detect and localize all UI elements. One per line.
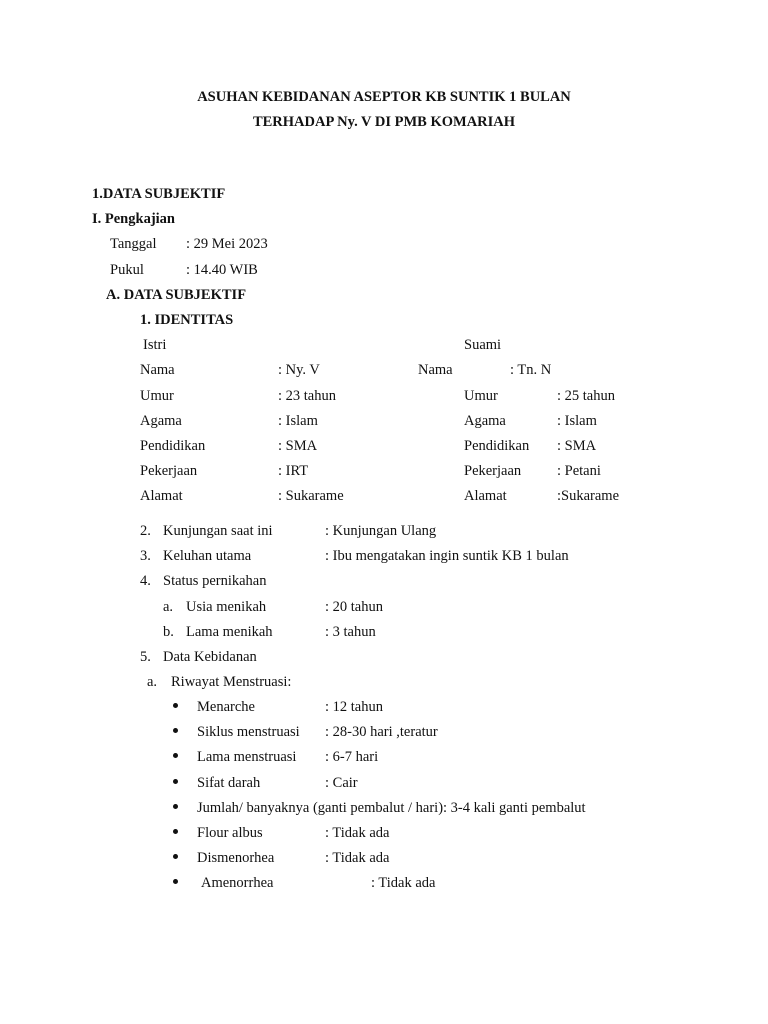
istri-pekerjaan-label: Pekerjaan bbox=[140, 463, 198, 479]
bullet-icon bbox=[173, 804, 178, 809]
flour-albus-value: : Tidak ada bbox=[325, 825, 390, 841]
title-line-2: TERHADAP Ny. V DI PMB KOMARIAH bbox=[252, 114, 516, 130]
bullet-icon bbox=[173, 703, 178, 708]
istri-alamat-label: Alamat bbox=[140, 488, 183, 504]
item-number: 5. bbox=[140, 649, 151, 665]
suami-pendidikan-value: : SMA bbox=[557, 438, 597, 454]
suami-pekerjaan-value: : Petani bbox=[557, 463, 601, 479]
menarche-value: : 12 tahun bbox=[325, 699, 383, 715]
pukul-value: : 14.40 WIB bbox=[186, 262, 258, 278]
riwayat-menstruasi-heading: Riwayat Menstruasi: bbox=[171, 674, 292, 690]
sifat-darah-label: Sifat darah bbox=[197, 775, 261, 791]
istri-agama-label: Agama bbox=[140, 413, 182, 429]
title-line-1: ASUHAN KEBIDANAN ASEPTOR KB SUNTIK 1 BULAN bbox=[197, 89, 571, 105]
suami-nama-value: : Tn. N bbox=[510, 362, 552, 378]
list-letter: a. bbox=[147, 674, 158, 690]
suami-nama-label: Nama bbox=[418, 362, 453, 378]
lama-menstruasi-value: : 6-7 hari bbox=[325, 749, 379, 765]
istri-pendidikan-value: : SMA bbox=[278, 438, 318, 454]
keluhan-label: Keluhan utama bbox=[163, 548, 252, 564]
istri-pendidikan-label: Pendidikan bbox=[140, 438, 206, 454]
siklus-label: Siklus menstruasi bbox=[197, 724, 300, 740]
istri-nama-label: Nama bbox=[140, 362, 175, 378]
suami-alamat-value: :Sukarame bbox=[557, 488, 620, 504]
suami-pendidikan-label: Pendidikan bbox=[464, 438, 530, 454]
siklus-value: : 28-30 hari ,teratur bbox=[325, 724, 438, 740]
istri-nama-value: : Ny. V bbox=[278, 362, 320, 378]
amenorrhea-label: Amenorrhea bbox=[201, 875, 274, 891]
suami-agama-value: : Islam bbox=[557, 413, 597, 429]
suami-umur-value: : 25 tahun bbox=[557, 388, 615, 404]
lama-menikah-value: : 3 tahun bbox=[325, 624, 376, 640]
sifat-darah-value: : Cair bbox=[325, 775, 358, 791]
list-letter: b. bbox=[163, 624, 174, 640]
item-number: 4. bbox=[140, 573, 151, 589]
heading-pengkajian: I. Pengkajian bbox=[92, 211, 175, 227]
suami-alamat-label: Alamat bbox=[464, 488, 507, 504]
suami-pekerjaan-label: Pekerjaan bbox=[464, 463, 522, 479]
pukul-label: Pukul bbox=[110, 262, 144, 278]
istri-umur-value: : 23 tahun bbox=[278, 388, 336, 404]
suami-header: Suami bbox=[464, 337, 502, 353]
suami-agama-label: Agama bbox=[464, 413, 506, 429]
bullet-icon bbox=[173, 879, 178, 884]
lama-menikah-label: Lama menikah bbox=[186, 624, 273, 640]
istri-pekerjaan-value: : IRT bbox=[278, 463, 309, 479]
bullet-icon bbox=[173, 779, 178, 784]
jumlah-label: Jumlah/ banyaknya (ganti pembalut / hari): 3-4 kali ganti pembalut bbox=[197, 800, 586, 816]
status-pernikahan-label: Status pernikahan bbox=[163, 573, 267, 589]
amenorrhea-value: : Tidak ada bbox=[371, 875, 436, 891]
item-number: 3. bbox=[140, 548, 151, 564]
istri-umur-label: Umur bbox=[140, 388, 174, 404]
flour-albus-label: Flour albus bbox=[197, 825, 263, 841]
item-number: 2. bbox=[140, 523, 151, 539]
keluhan-value: : Ibu mengatakan ingin suntik KB 1 bulan bbox=[325, 548, 569, 564]
tanggal-label: Tanggal bbox=[110, 236, 157, 252]
istri-alamat-value: : Sukarame bbox=[278, 488, 344, 504]
kunjungan-label: Kunjungan saat ini bbox=[163, 523, 273, 539]
usia-menikah-value: : 20 tahun bbox=[325, 599, 383, 615]
data-kebidanan-label: Data Kebidanan bbox=[163, 649, 257, 665]
kunjungan-value: : Kunjungan Ulang bbox=[325, 523, 437, 539]
heading-identitas: 1. IDENTITAS bbox=[140, 312, 234, 328]
bullet-icon bbox=[173, 728, 178, 733]
bullet-icon bbox=[173, 854, 178, 859]
istri-agama-value: : Islam bbox=[278, 413, 318, 429]
usia-menikah-label: Usia menikah bbox=[186, 599, 267, 615]
list-letter: a. bbox=[163, 599, 174, 615]
dismenorhea-value: : Tidak ada bbox=[325, 850, 390, 866]
section-heading-data-subjektif: 1.DATA SUBJEKTIF bbox=[92, 186, 226, 202]
bullet-icon bbox=[173, 753, 178, 758]
dismenorhea-label: Dismenorhea bbox=[197, 850, 275, 866]
istri-header: Istri bbox=[143, 337, 167, 353]
bullet-icon bbox=[173, 829, 178, 834]
sub-heading-data-subjektif: A. DATA SUBJEKTIF bbox=[106, 287, 247, 303]
tanggal-value: : 29 Mei 2023 bbox=[186, 236, 268, 252]
suami-umur-label: Umur bbox=[464, 388, 498, 404]
menarche-label: Menarche bbox=[197, 699, 255, 715]
lama-menstruasi-label: Lama menstruasi bbox=[197, 749, 297, 765]
